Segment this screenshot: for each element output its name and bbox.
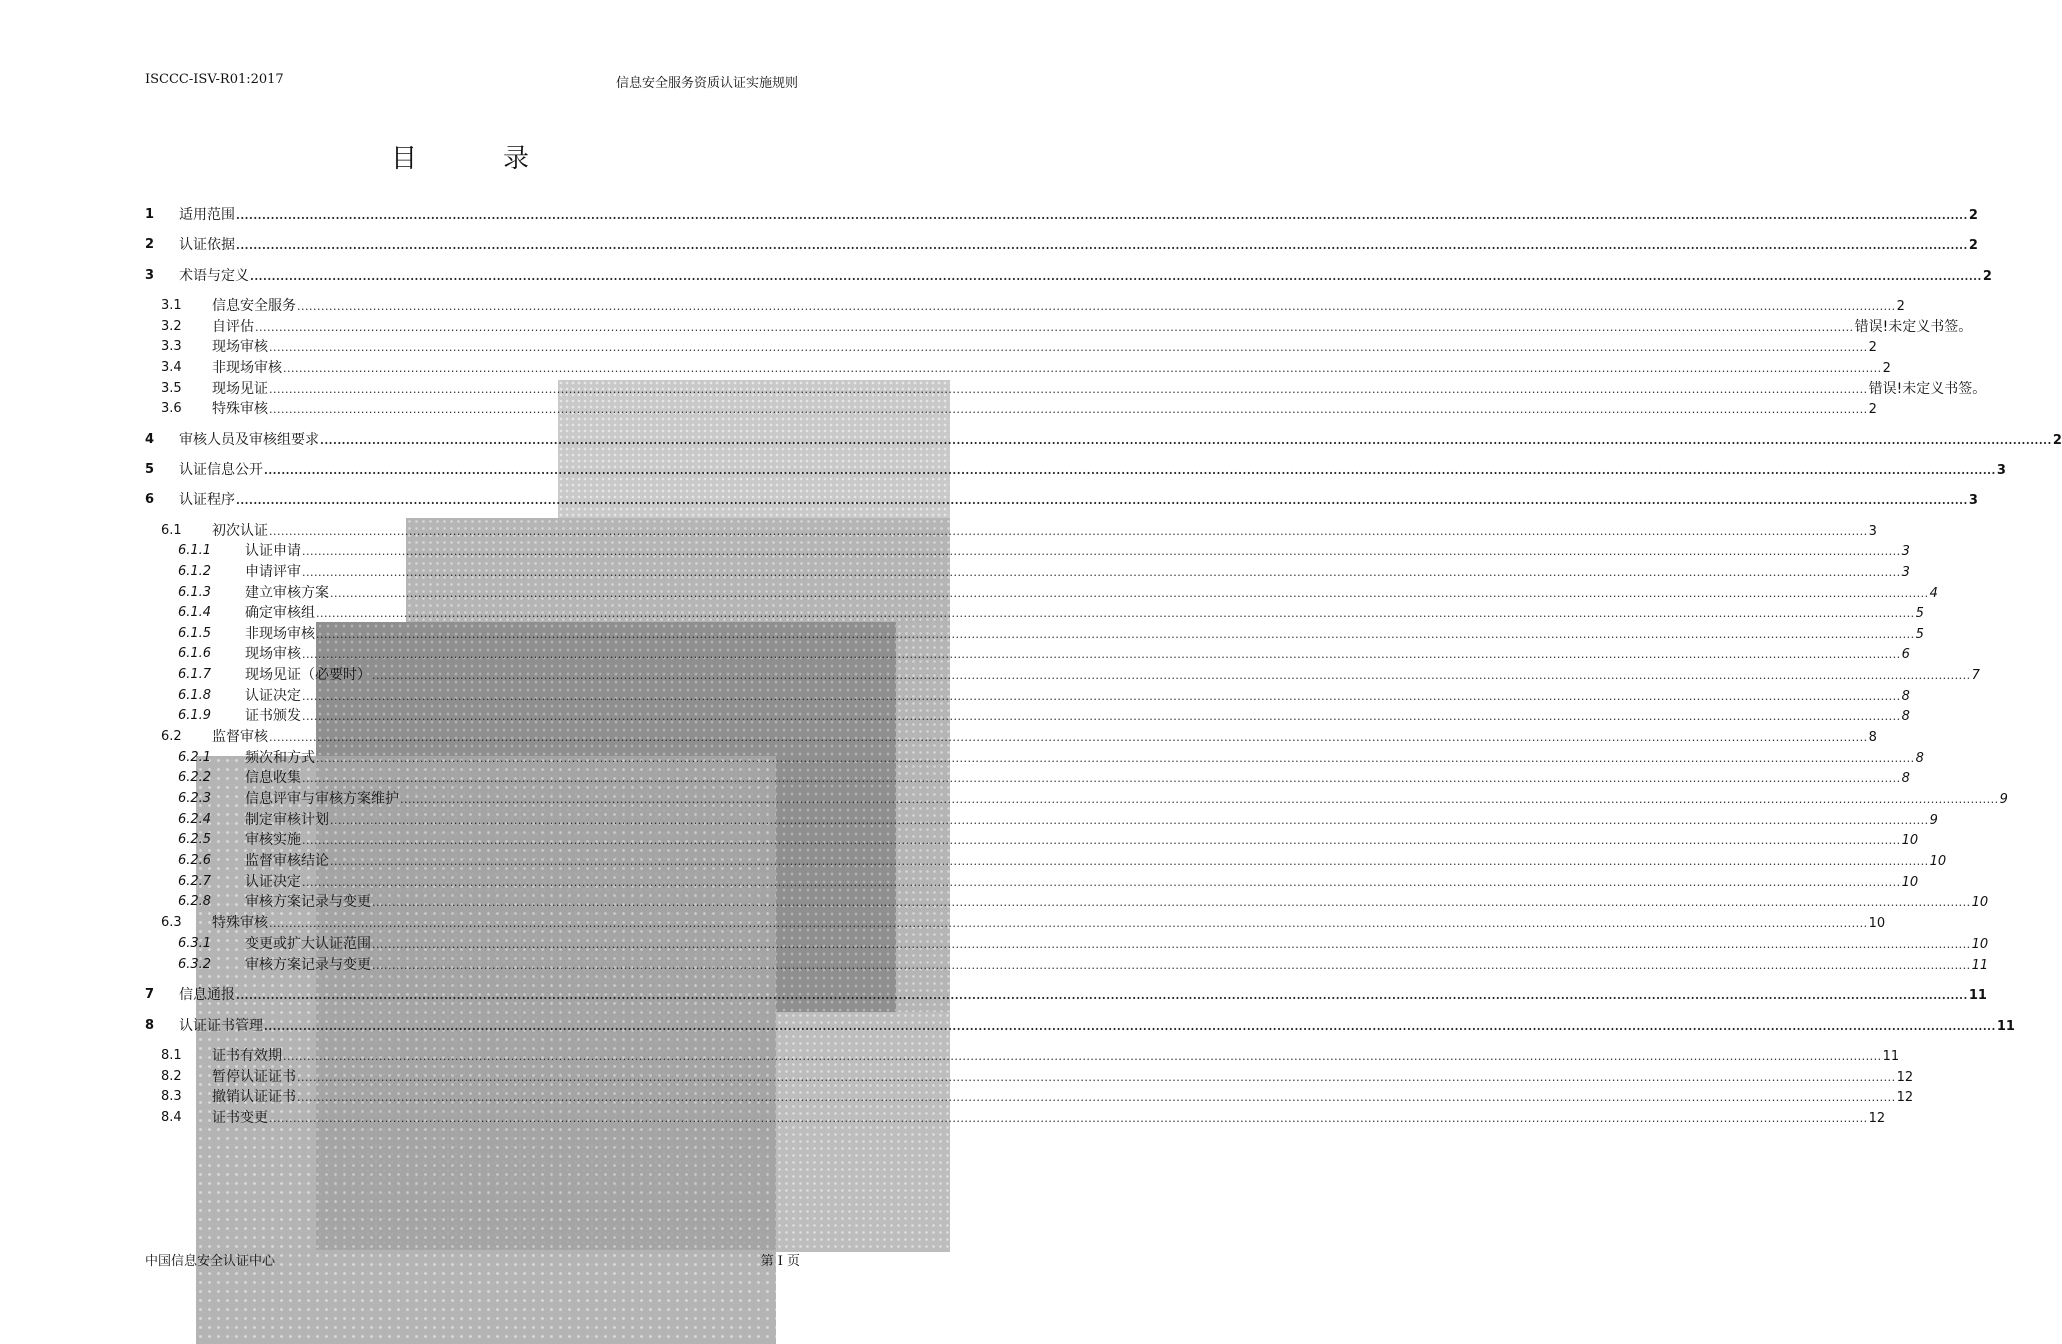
toc-entry-body	[245, 583, 1938, 604]
toc-entry-body	[245, 541, 1910, 562]
toc-entry-number: 3.4	[161, 360, 182, 375]
toc-entry-body	[179, 1016, 2015, 1037]
toc-entry-body	[212, 399, 1877, 420]
toc-entry-label: 审核实施	[245, 832, 301, 848]
toc-entry-body	[179, 985, 1987, 1006]
toc-entry-page: 3	[1901, 565, 1910, 580]
toc-entry-page: 8	[1901, 689, 1910, 704]
toc-leader-dots: ................................................................................................................................................................................................................................................................................................................................................................................................................	[264, 464, 1996, 477]
toc-entry-number: 8.3	[161, 1089, 182, 1104]
toc-entry-page: 11	[1971, 958, 1989, 973]
toc-entry-number: 6.1.4	[178, 605, 212, 620]
toc-entry-number: 8	[145, 1018, 155, 1033]
toc-entry-body	[179, 460, 2006, 481]
toc-entry-body	[212, 1046, 1900, 1067]
toc-leader-dots: ................................................................................................................................................................................................................................................................................................................................................................................................................	[302, 834, 1901, 847]
toc-entry-number: 6.2.2	[178, 770, 212, 785]
toc-entry-label: 证书颁发	[245, 708, 301, 724]
toc-entry-body	[179, 490, 1978, 511]
toc-entry-number: 6.2.7	[178, 874, 212, 889]
toc-entry-page: 8	[1901, 709, 1910, 724]
toc-entry-label: 信息评审与审核方案维护	[245, 791, 399, 807]
toc-entry-label: 信息安全服务	[212, 298, 296, 314]
toc-entry-page: 11	[1996, 1019, 2015, 1034]
toc-leader-dots: ................................................................................................................................................................................................................................................................................................................................................................................................................	[269, 731, 1868, 744]
toc-entry-body	[212, 1087, 1914, 1108]
toc-entry-body	[212, 913, 1886, 934]
toc-entry-label: 现场审核	[245, 646, 301, 662]
toc-entry-body	[245, 955, 1989, 976]
toc-entry-page: 3	[1901, 544, 1910, 559]
toc-leader-dots: ................................................................................................................................................................................................................................................................................................................................................................................................................	[302, 710, 1901, 723]
toc-entry-number: 7	[145, 987, 155, 1002]
toc-entry-number: 6.2	[161, 729, 182, 744]
toc-entry-body	[245, 789, 2008, 810]
toc-entry-number: 4	[145, 432, 155, 447]
toc-leader-dots: ................................................................................................................................................................................................................................................................................................................................................................................................................	[400, 793, 1999, 806]
toc-entry-page: 10	[1929, 854, 1947, 869]
toc-entry-label: 初次认证	[212, 523, 268, 539]
toc-entry-number: 6.3.1	[178, 936, 212, 951]
toc-entry-label: 变更或扩大认证范围	[245, 936, 371, 952]
toc-entry-body	[212, 1108, 1886, 1129]
toc-leader-dots: ................................................................................................................................................................................................................................................................................................................................................................................................................	[330, 855, 1929, 868]
toc-leader-dots: ................................................................................................................................................................................................................................................................................................................................................................................................................	[236, 209, 1968, 222]
toc-entry-body	[245, 644, 1910, 665]
toc-entry-page: 错误!未定义书签。	[1854, 319, 1973, 335]
toc-leader-dots: ................................................................................................................................................................................................................................................................................................................................................................................................................	[269, 383, 1868, 396]
page-title: 目 录	[390, 144, 559, 174]
toc-leader-dots: ................................................................................................................................................................................................................................................................................................................................................................................................................	[372, 896, 1971, 909]
toc-leader-dots: ................................................................................................................................................................................................................................................................................................................................................................................................................	[372, 959, 1971, 972]
toc-entry-page: 2	[1982, 269, 1992, 284]
toc-entry-page: 7	[1971, 668, 1980, 683]
toc-entry-label: 自评估	[212, 319, 254, 335]
toc-leader-dots: ................................................................................................................................................................................................................................................................................................................................................................................................................	[330, 814, 1929, 827]
toc-entry-label: 审核人员及审核组要求	[179, 432, 319, 448]
toc-entry-number: 6.3.2	[178, 957, 212, 972]
toc-entry-body	[212, 317, 1973, 338]
toc-entry-page: 9	[1929, 813, 1938, 828]
header-doc-title: 信息安全服务资质认证实施规则	[615, 76, 798, 91]
toc-leader-dots: ................................................................................................................................................................................................................................................................................................................................................................................................................	[250, 270, 1982, 283]
toc-entry-body	[179, 430, 2062, 451]
toc-entry-page: 2	[2052, 433, 2062, 448]
toc-entry-number: 6.1.2	[178, 564, 212, 579]
toc-entry-label: 认证程序	[179, 492, 235, 508]
toc-entry-number: 6.2.1	[178, 750, 212, 765]
toc-leader-dots: ................................................................................................................................................................................................................................................................................................................................................................................................................	[302, 545, 1901, 558]
toc-entry-label: 特殊审核	[212, 915, 268, 931]
toc-entry-page: 3	[1868, 524, 1877, 539]
toc-entry-body	[245, 768, 1910, 789]
toc-entry-number: 6.3	[161, 915, 182, 930]
toc-leader-dots: ................................................................................................................................................................................................................................................................................................................................................................................................................	[302, 648, 1901, 661]
toc-entry-body	[245, 603, 1924, 624]
toc-entry-number: 6.1.3	[178, 585, 212, 600]
toc-entry-label: 证书变更	[212, 1110, 268, 1126]
toc-entry-body	[212, 379, 1987, 400]
toc-entry-body	[179, 266, 1992, 287]
toc-entry-number: 5	[145, 462, 155, 477]
toc-entry-number: 3.5	[161, 381, 182, 396]
toc-leader-dots: ................................................................................................................................................................................................................................................................................................................................................................................................................	[316, 752, 1915, 765]
toc-entry-page: 11	[1882, 1049, 1900, 1064]
toc-entry-number: 3.2	[161, 319, 182, 334]
toc-leader-dots: ................................................................................................................................................................................................................................................................................................................................................................................................................	[269, 403, 1868, 416]
toc-entry-number: 6.1	[161, 523, 182, 538]
toc-entry-body	[245, 624, 1924, 645]
toc-entry-page: 2	[1868, 402, 1877, 417]
toc-entry-label: 撤销认证证书	[212, 1089, 296, 1105]
header-doc-id: ISCCC-ISV-R01:2017	[145, 72, 284, 87]
toc-leader-dots: ................................................................................................................................................................................................................................................................................................................................................................................................................	[297, 1071, 1896, 1084]
toc-leader-dots: ................................................................................................................................................................................................................................................................................................................................................................................................................	[302, 876, 1901, 889]
toc-entry-number: 6.2.5	[178, 832, 212, 847]
toc-leader-dots: ................................................................................................................................................................................................................................................................................................................................................................................................................	[297, 300, 1896, 313]
toc-entry-number: 8.1	[161, 1048, 182, 1063]
toc-entry-label: 建立审核方案	[245, 585, 329, 601]
toc-entry-page: 3	[1996, 463, 2006, 478]
toc-entry-label: 特殊审核	[212, 401, 268, 417]
toc-entry-label: 现场见证	[212, 381, 268, 397]
toc-leader-dots: ................................................................................................................................................................................................................................................................................................................................................................................................................	[283, 362, 1882, 375]
toc-entry-body	[179, 235, 1978, 256]
toc-entry-label: 信息通报	[179, 987, 235, 1003]
toc-leader-dots: ................................................................................................................................................................................................................................................................................................................................................................................................................	[320, 434, 2052, 447]
toc-entry-label: 审核方案记录与变更	[245, 894, 371, 910]
toc-leader-dots: ................................................................................................................................................................................................................................................................................................................................................................................................................	[264, 1020, 1996, 1033]
toc-entry-body	[212, 727, 1877, 748]
toc-entry-page: 2	[1968, 208, 1978, 223]
toc-entry-number: 3.6	[161, 401, 182, 416]
toc-entry-label: 认证证书管理	[179, 1018, 263, 1034]
toc-entry-label: 监督审核	[212, 729, 268, 745]
toc-entry-body	[245, 892, 1989, 913]
toc-entry-number: 6.2.3	[178, 791, 212, 806]
toc-entry-page: 10	[1901, 875, 1919, 890]
toc-entry-body	[245, 686, 1910, 707]
toc-entry-page: 10	[1971, 937, 1989, 952]
toc-entry-label: 认证申请	[245, 543, 301, 559]
toc-entry-number: 6.2.4	[178, 812, 212, 827]
toc-entry-body	[245, 851, 1947, 872]
toc-entry-label: 术语与定义	[179, 268, 249, 284]
toc-entry-page: 8	[1915, 751, 1924, 766]
toc-entry-page: 3	[1968, 493, 1978, 508]
toc-entry-body	[245, 748, 1924, 769]
toc-leader-dots: ................................................................................................................................................................................................................................................................................................................................................................................................................	[302, 690, 1901, 703]
toc-leader-dots: ................................................................................................................................................................................................................................................................................................................................................................................................................	[255, 321, 1854, 334]
toc-entry-page: 10	[1901, 833, 1919, 848]
toc-entry-number: 3.1	[161, 298, 182, 313]
toc-entry-number: 8.2	[161, 1069, 182, 1084]
toc-entry-page: 4	[1929, 586, 1938, 601]
toc-entry-page: 9	[1999, 792, 2008, 807]
toc-leader-dots: ................................................................................................................................................................................................................................................................................................................................................................................................................	[269, 1112, 1868, 1125]
toc-entry-number: 6.2.8	[178, 894, 212, 909]
toc-entry-page: 2	[1882, 361, 1891, 376]
toc-entry-page: 12	[1896, 1090, 1914, 1105]
toc-entry-label: 制定审核计划	[245, 812, 329, 828]
toc-entry-label: 认证决定	[245, 874, 301, 890]
toc-entry-label: 认证信息公开	[179, 462, 263, 478]
toc-entry-label: 非现场审核	[212, 360, 282, 376]
toc-entry-page: 错误!未定义书签。	[1868, 381, 1987, 397]
toc-entry-label: 频次和方式	[245, 750, 315, 766]
toc-entry-number: 6.2.6	[178, 853, 212, 868]
toc-entry-number: 3.3	[161, 339, 182, 354]
toc-entry-label: 信息收集	[245, 770, 301, 786]
toc-entry-label: 现场见证（必要时）	[245, 667, 371, 683]
toc-leader-dots: ................................................................................................................................................................................................................................................................................................................................................................................................................	[236, 494, 1968, 507]
toc-entry-label: 认证决定	[245, 688, 301, 704]
toc-entry-page: 2	[1868, 340, 1877, 355]
toc-leader-dots: ................................................................................................................................................................................................................................................................................................................................................................................................................	[316, 607, 1915, 620]
toc-entry-page: 10	[1868, 916, 1886, 931]
toc-leader-dots: ................................................................................................................................................................................................................................................................................................................................................................................................................	[283, 1050, 1882, 1063]
toc-leader-dots: ................................................................................................................................................................................................................................................................................................................................................................................................................	[372, 669, 1971, 682]
toc-entry-label: 监督审核结论	[245, 853, 329, 869]
toc-entry-number: 6.1.5	[178, 626, 212, 641]
toc-entry-body	[245, 830, 1919, 851]
toc-entry-label: 暂停认证证书	[212, 1069, 296, 1085]
toc-entry-body	[212, 358, 1891, 379]
toc-entry-number: 2	[145, 237, 155, 252]
toc-leader-dots: ................................................................................................................................................................................................................................................................................................................................................................................................................	[269, 341, 1868, 354]
toc-entry-number: 6.1.8	[178, 688, 212, 703]
toc-entry-page: 2	[1896, 299, 1905, 314]
toc-entry-number: 6.1.7	[178, 667, 212, 682]
toc-entry-body	[245, 706, 1910, 727]
toc-leader-dots: ................................................................................................................................................................................................................................................................................................................................................................................................................	[269, 525, 1868, 538]
toc-entry-body	[245, 872, 1919, 893]
toc-leader-dots: ................................................................................................................................................................................................................................................................................................................................................................................................................	[302, 566, 1901, 579]
toc-entry-number: 6.1.1	[178, 543, 212, 558]
toc-entry-number: 1	[145, 207, 155, 222]
toc-entry-number: 6.1.9	[178, 708, 212, 723]
toc-leader-dots: ................................................................................................................................................................................................................................................................................................................................................................................................................	[236, 989, 1968, 1002]
toc-entry-label: 确定审核组	[245, 605, 315, 621]
toc-entry-body	[212, 337, 1877, 358]
toc-entry-label: 适用范围	[179, 207, 235, 223]
toc-entry-label: 非现场审核	[245, 626, 315, 642]
toc-entry-page: 5	[1915, 606, 1924, 621]
toc-leader-dots: ................................................................................................................................................................................................................................................................................................................................................................................................................	[269, 917, 1868, 930]
toc-leader-dots: ................................................................................................................................................................................................................................................................................................................................................................................................................	[316, 628, 1915, 641]
toc-leader-dots: ................................................................................................................................................................................................................................................................................................................................................................................................................	[302, 772, 1901, 785]
toc-entry-page: 6	[1901, 647, 1910, 662]
toc-entry-page: 8	[1868, 730, 1877, 745]
toc-leader-dots: ................................................................................................................................................................................................................................................................................................................................................................................................................	[297, 1091, 1896, 1104]
toc-entry-label: 认证依据	[179, 237, 235, 253]
footer-page-number: 第 I 页	[760, 1254, 800, 1269]
footer-organization: 中国信息安全认证中心	[145, 1254, 276, 1269]
toc-entry-body	[245, 665, 1980, 686]
toc-leader-dots: ................................................................................................................................................................................................................................................................................................................................................................................................................	[330, 587, 1929, 600]
toc-entry-page: 2	[1968, 238, 1978, 253]
toc-entry-body	[245, 562, 1910, 583]
toc-entry-body	[245, 810, 1938, 831]
toc-entry-body	[212, 521, 1877, 542]
toc-entry-page: 11	[1968, 988, 1987, 1003]
toc-entry-number: 6.1.6	[178, 646, 212, 661]
toc-entry-body	[179, 205, 1978, 226]
toc-entry-body	[245, 934, 1989, 955]
toc-entry-number: 6	[145, 492, 155, 507]
toc-entry-label: 证书有效期	[212, 1048, 282, 1064]
toc-entry-page: 8	[1901, 771, 1910, 786]
toc-entry-label: 审核方案记录与变更	[245, 957, 371, 973]
toc-leader-dots: ................................................................................................................................................................................................................................................................................................................................................................................................................	[236, 239, 1968, 252]
toc-entry-page: 12	[1896, 1070, 1914, 1085]
toc-entry-body	[212, 296, 1905, 317]
toc-entry-number: 8.4	[161, 1110, 182, 1125]
toc-entry-page: 12	[1868, 1111, 1886, 1126]
toc-entry-label: 申请评审	[245, 564, 301, 580]
toc-leader-dots: ................................................................................................................................................................................................................................................................................................................................................................................................................	[372, 938, 1971, 951]
toc-entry-body	[212, 1067, 1914, 1088]
toc-entry-number: 3	[145, 268, 155, 283]
toc-entry-page: 5	[1915, 627, 1924, 642]
toc-entry-label: 现场审核	[212, 339, 268, 355]
toc-entry-page: 10	[1971, 895, 1989, 910]
